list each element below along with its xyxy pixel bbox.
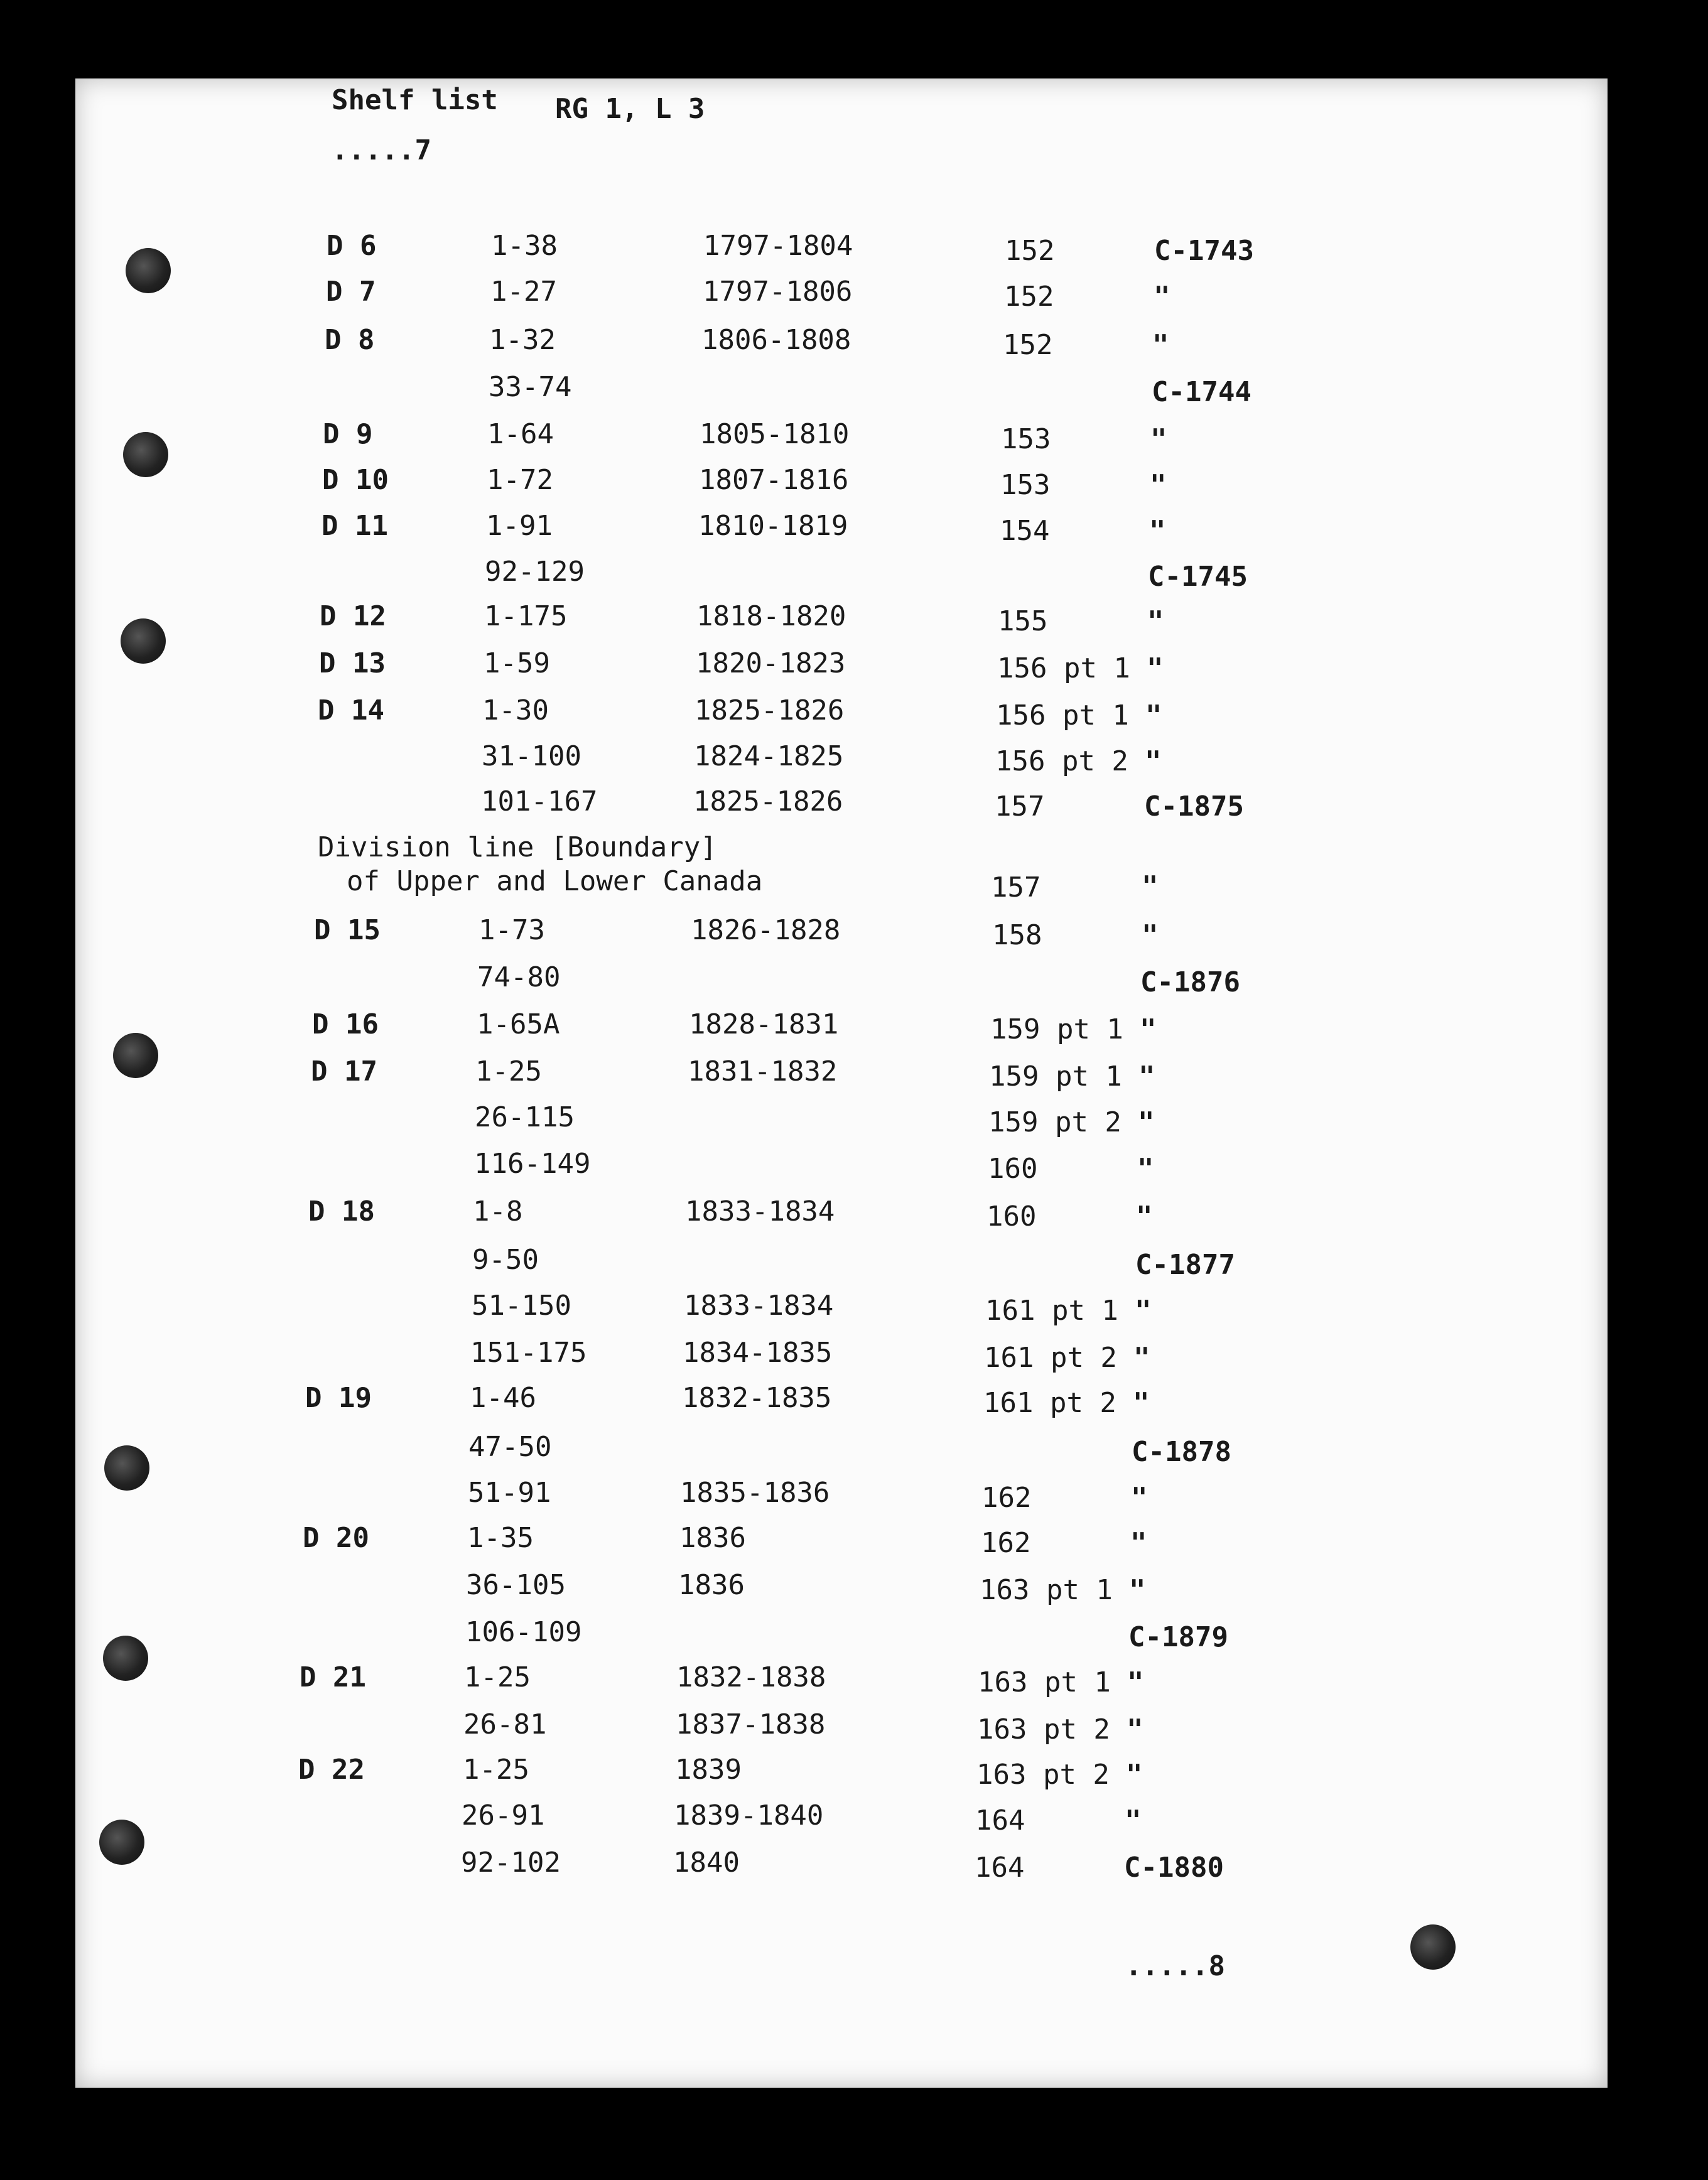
document-range-cell: 1-46 [470, 1382, 536, 1414]
header-title: Shelf list [332, 84, 498, 116]
date-range-cell: 1805-1810 [700, 418, 850, 450]
binder-hole [123, 432, 168, 477]
division-line-text: Division line [Boundary] [318, 831, 717, 863]
document-range-cell: 47-50 [468, 1431, 552, 1463]
microfilm-reel-cell: " [1126, 1759, 1143, 1791]
microfilm-reel-cell: C-1880 [1124, 1852, 1224, 1884]
file-number-cell: D 11 [322, 510, 388, 542]
microfilm-reel-cell: " [1152, 329, 1169, 361]
microfilm-reel-cell: " [1145, 745, 1162, 777]
microfilm-reel-cell: C-1879 [1128, 1621, 1228, 1653]
document-range-cell: 1-175 [484, 600, 568, 632]
volume-cell: 152 [1004, 281, 1054, 313]
microfilm-reel-cell: " [1127, 1713, 1143, 1746]
volume-cell: 156 pt 2 [995, 745, 1128, 777]
date-range-cell: 1825-1826 [693, 785, 843, 818]
binder-hole [121, 618, 166, 664]
document-range-cell: 1-32 [489, 324, 556, 356]
date-range-cell: 1839-1840 [674, 1800, 824, 1832]
date-range-cell: 1797-1804 [703, 230, 853, 262]
next-page-marker: .....8 [1125, 1950, 1225, 1982]
date-range-cell: 1806-1808 [701, 324, 851, 356]
volume-cell: 163 pt 2 [976, 1759, 1110, 1791]
document-range-cell: 51-150 [472, 1290, 571, 1322]
microfilm-reel-cell: " [1135, 1295, 1152, 1327]
document-range-cell: 51-91 [468, 1477, 551, 1509]
volume-cell: 153 [1001, 423, 1051, 455]
document-range-cell: 36-105 [466, 1569, 566, 1601]
microfilm-reel-cell: " [1142, 919, 1159, 951]
document-range-cell: 1-64 [487, 418, 554, 450]
microfilm-reel-cell: " [1140, 1013, 1157, 1045]
date-range-cell: 1835-1836 [680, 1477, 830, 1509]
volume-cell: 164 [975, 1805, 1025, 1837]
document-range-cell: 1-65A [477, 1008, 560, 1040]
microfilm-reel-cell: C-1876 [1140, 966, 1240, 998]
division-line-text-2: of Upper and Lower Canada [347, 865, 763, 897]
document-range-cell: 1-38 [491, 230, 558, 262]
binder-hole [99, 1820, 144, 1865]
header-record-group: RG 1, L 3 [555, 93, 705, 125]
date-range-cell: 1824-1825 [694, 740, 844, 772]
volume-cell: 161 pt 2 [984, 1342, 1117, 1374]
microfilm-reel-cell: " [1133, 1387, 1150, 1419]
volume-cell: 161 pt 2 [983, 1387, 1116, 1419]
date-range-cell: 1825-1826 [695, 694, 845, 726]
document-range-cell: 9-50 [472, 1244, 539, 1276]
volume-cell: 162 [981, 1527, 1031, 1559]
document-range-cell: 1-91 [486, 510, 553, 542]
volume-cell: 163 pt 1 [978, 1666, 1111, 1698]
volume-cell: 153 [1000, 469, 1051, 501]
document-range-cell: 74-80 [477, 961, 561, 993]
date-range-cell: 1836 [678, 1569, 745, 1601]
volume-cell: 163 pt 1 [980, 1574, 1113, 1606]
date-range-cell: 1839 [675, 1754, 742, 1786]
volume-cell: 162 [981, 1482, 1032, 1514]
date-range-cell: 1828-1831 [689, 1008, 839, 1040]
document-range-cell: 101-167 [481, 785, 598, 818]
date-range-cell: 1833-1834 [684, 1290, 834, 1322]
document-range-cell: 1-8 [473, 1195, 523, 1228]
microfilm-reel-cell: " [1136, 1201, 1153, 1233]
document-range-cell: 1-59 [484, 647, 550, 679]
microfilm-reel-cell: C-1875 [1144, 791, 1244, 823]
microfilm-reel-cell: " [1147, 652, 1164, 684]
document-range-cell: 1-25 [464, 1661, 531, 1693]
document-range-cell: 26-91 [462, 1800, 545, 1832]
microfilm-reel-cell: " [1150, 423, 1167, 455]
document-range-cell: 33-74 [489, 371, 572, 403]
volume-cell: 159 pt 1 [990, 1013, 1123, 1045]
file-number-cell: D 20 [303, 1522, 369, 1554]
document-range-cell: 1-72 [487, 464, 553, 496]
volume-cell: 159 pt 1 [989, 1060, 1122, 1093]
binder-hole [103, 1636, 148, 1681]
volume-cell: 152 [1005, 235, 1055, 267]
document-page [75, 78, 1608, 2088]
binder-hole [126, 248, 171, 293]
microfilm-reel-cell: " [1138, 1106, 1155, 1138]
microfilm-reel-cell: " [1150, 469, 1167, 501]
microfilm-reel-cell: " [1138, 1060, 1155, 1093]
binder-hole [1410, 1924, 1456, 1970]
date-range-cell: 1807-1816 [699, 464, 849, 496]
date-range-cell: 1836 [679, 1522, 746, 1554]
document-range-cell: 26-81 [463, 1708, 547, 1740]
microfilm-reel-cell: C-1877 [1135, 1249, 1235, 1281]
file-number-cell: D 17 [311, 1055, 377, 1087]
volume-cell: 158 [992, 919, 1042, 951]
document-range-cell: 92-102 [461, 1847, 561, 1879]
date-range-cell: 1818-1820 [696, 600, 846, 632]
date-range-cell: 1810-1819 [698, 510, 848, 542]
file-number-cell: D 14 [318, 694, 384, 726]
file-number-cell: D 9 [323, 418, 373, 450]
volume-cell: 160 [988, 1153, 1038, 1185]
date-range-cell: 1840 [673, 1847, 740, 1879]
file-number-cell: D 15 [314, 914, 381, 946]
document-range-cell: 1-25 [463, 1754, 529, 1786]
microfilm-reel-cell: " [1129, 1574, 1146, 1606]
file-number-cell: D 16 [312, 1008, 379, 1040]
file-number-cell: D 21 [300, 1661, 366, 1693]
volume-cell: 163 pt 2 [977, 1713, 1110, 1746]
division-volume: 157 [991, 871, 1041, 904]
file-number-cell: D 8 [325, 324, 375, 356]
volume-cell: 154 [1000, 515, 1050, 547]
date-range-cell: 1831-1832 [688, 1055, 838, 1087]
file-number-cell: D 19 [305, 1382, 372, 1414]
microfilm-reel-cell: " [1154, 281, 1170, 313]
microfilm-reel-cell: " [1145, 699, 1162, 731]
volume-cell: 160 [986, 1201, 1037, 1233]
file-number-cell: D 10 [322, 464, 389, 496]
volume-cell: 161 pt 1 [985, 1295, 1118, 1327]
microfilm-reel-cell: " [1125, 1805, 1142, 1837]
file-number-cell: D 7 [326, 276, 376, 308]
volume-cell: 155 [998, 605, 1048, 637]
file-number-cell: D 12 [320, 600, 386, 632]
document-range-cell: 1-25 [475, 1055, 542, 1087]
document-range-cell: 1-30 [482, 694, 549, 726]
microfilm-reel-cell: C-1745 [1148, 561, 1248, 593]
microfilm-reel-cell: C-1743 [1154, 235, 1254, 267]
file-number-cell: D 6 [327, 230, 377, 262]
division-reel: " [1142, 870, 1159, 902]
document-range-cell: 92-129 [485, 556, 585, 588]
date-range-cell: 1834-1835 [683, 1337, 833, 1369]
date-range-cell: 1833-1834 [685, 1195, 835, 1228]
volume-cell: 156 pt 1 [997, 652, 1130, 684]
document-range-cell: 116-149 [474, 1148, 591, 1180]
microfilm-reel-cell: " [1130, 1527, 1147, 1559]
volume-cell: 156 pt 1 [996, 699, 1129, 731]
volume-cell: 157 [995, 791, 1045, 823]
date-range-cell: 1826-1828 [691, 914, 841, 946]
microfilm-reel-cell: " [1149, 515, 1166, 547]
file-number-cell: D 13 [319, 647, 386, 679]
microfilm-reel-cell: C-1878 [1132, 1436, 1231, 1468]
date-range-cell: 1820-1823 [696, 647, 846, 679]
date-range-cell: 1837-1838 [676, 1708, 826, 1740]
file-number-cell: D 22 [298, 1754, 365, 1786]
microfilm-reel-cell: " [1133, 1342, 1150, 1374]
document-range-cell: 1-27 [490, 276, 557, 308]
document-range-cell: 1-73 [478, 914, 545, 946]
previous-page-marker: .....7 [332, 134, 431, 166]
volume-cell: 164 [975, 1852, 1025, 1884]
volume-cell: 152 [1003, 329, 1053, 361]
binder-hole [104, 1445, 149, 1491]
document-range-cell: 26-115 [475, 1101, 575, 1133]
microfilm-reel-cell: " [1127, 1666, 1144, 1698]
document-range-cell: 106-109 [465, 1616, 582, 1648]
file-number-cell: D 18 [308, 1195, 375, 1228]
document-range-cell: 1-35 [467, 1522, 534, 1554]
date-range-cell: 1832-1835 [682, 1382, 832, 1414]
date-range-cell: 1832-1838 [676, 1661, 826, 1693]
volume-cell: 159 pt 2 [988, 1106, 1122, 1138]
microfilm-reel-cell: " [1131, 1482, 1148, 1514]
date-range-cell: 1797-1806 [703, 276, 853, 308]
microfilm-reel-cell: " [1147, 605, 1164, 637]
binder-hole [113, 1033, 158, 1078]
microfilm-reel-cell: C-1744 [1152, 376, 1251, 408]
document-range-cell: 151-175 [470, 1337, 587, 1369]
microfilm-reel-cell: " [1137, 1153, 1154, 1185]
document-range-cell: 31-100 [482, 740, 581, 772]
